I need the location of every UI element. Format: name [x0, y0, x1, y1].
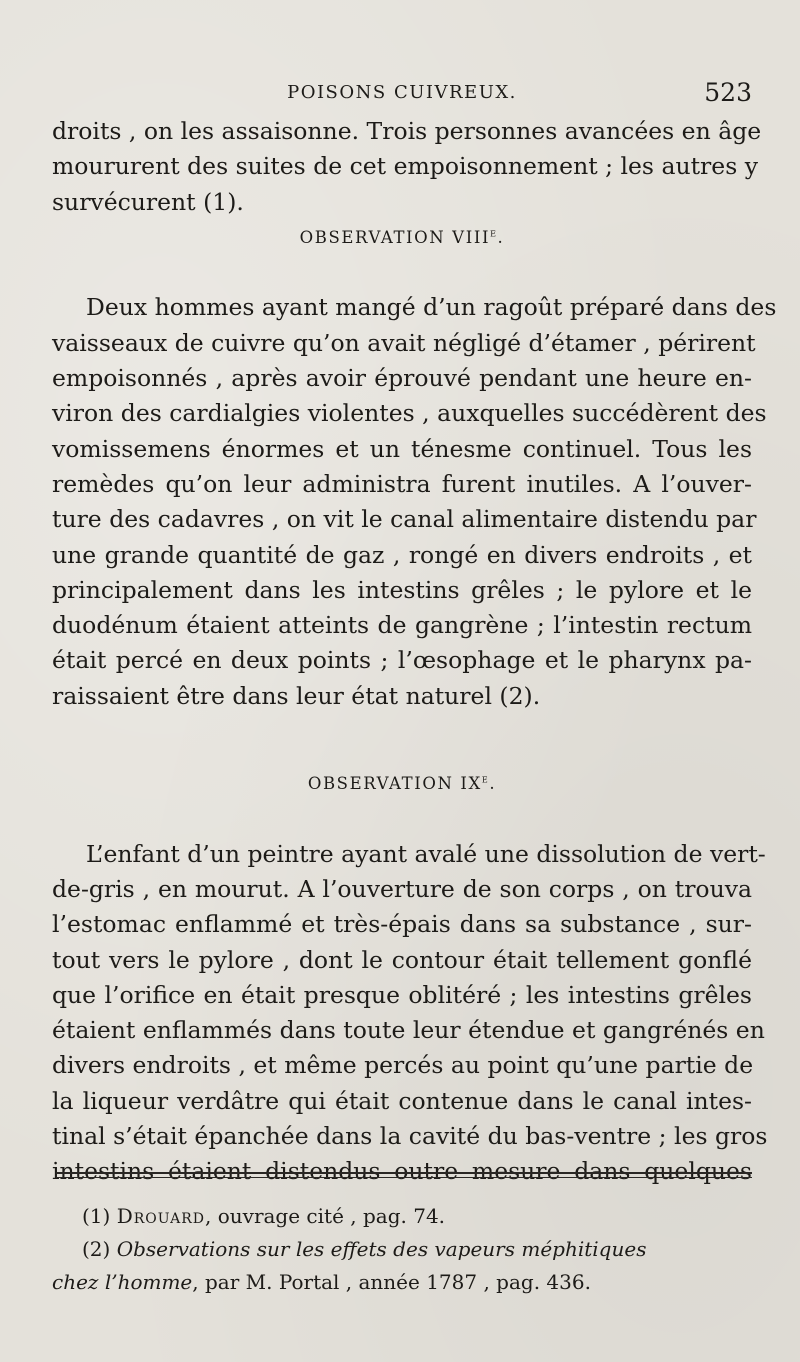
text-line: divers endroits , et même percés au point qu’une partie de	[52, 1051, 754, 1080]
text-line: tinal s’était épanchée dans la cavité du bas-ventre ; les gros	[52, 1122, 768, 1151]
text-line: viron des cardialgies violentes , auxquelles succédèrent des	[52, 399, 767, 428]
heading-text: OBSERVATION VIII	[299, 227, 491, 247]
footnote-rule	[56, 1172, 752, 1178]
text-line: étaient enflammés dans toute leur étendue et gangrénés en	[52, 1016, 765, 1045]
running-head	[52, 78, 752, 108]
page-number: 523	[704, 78, 752, 107]
text-line: intestins étaient distendus outre mesure dans quelques	[52, 1157, 752, 1186]
heading-period: .	[497, 227, 505, 247]
heading-text: OBSERVATION IX	[307, 774, 482, 794]
text-line: que l’orifice en était presque oblitéré ; les intestins grêles	[52, 980, 752, 1009]
text-line: duodénum étaient atteints de gangrène ; l’intestin rectum	[52, 611, 752, 640]
text-line: raissaient être dans leur état naturel (2).	[52, 681, 541, 710]
footnote-2-continued	[52, 1266, 752, 1299]
spacer	[52, 714, 752, 766]
running-title: POISONS CUIVREUX.	[287, 82, 517, 103]
spacer	[52, 801, 752, 836]
footnote-title: Observations sur les effets des vapeurs méphitiques	[116, 1237, 647, 1261]
heading-superscript: e	[490, 225, 498, 240]
text-line: survécurent (1).	[52, 187, 244, 216]
text-line: remèdes qu’on leur administra furent inutiles. A l’ouver-	[52, 469, 752, 498]
text-line: vaisseaux de cuivre qu’on avait négligé d’étamer , périrent	[52, 328, 756, 357]
body-text	[52, 114, 777, 1190]
text-line: droits , on les assaisonne. Trois personnes avancées en âge	[52, 117, 762, 145]
text-line: tout vers le pylore , dont le contour était tellement gonflé	[52, 945, 752, 974]
divider	[56, 1172, 752, 1178]
text-line: était percé en deux points ; l’œsophage et le pharynx pa-	[52, 646, 752, 675]
footnote-1	[52, 1200, 752, 1233]
observation-heading	[52, 766, 752, 801]
footnote-text: , ouvrage cité , pag. 74.	[205, 1204, 446, 1228]
heading-period: .	[489, 774, 497, 794]
text-line: moururent des suites de cet empoisonnement ; les autres y	[52, 152, 758, 181]
footnote-marker: (2)	[82, 1237, 111, 1261]
text-line: L’enfant d’un peintre ayant avalé une dissolution de vert-	[86, 839, 766, 868]
text-line: empoisonnés , après avoir éprouvé pendant une heure en-	[52, 364, 752, 393]
text-line: Deux hommes ayant mangé d’un ragoût préparé dans des	[86, 293, 777, 322]
text-line: vomissemens énormes et un ténesme continuel. Tous les	[52, 434, 752, 463]
text-line: une grande quantité de gaz , rongé en divers endroits , et	[52, 540, 752, 569]
observation-heading	[52, 220, 752, 255]
footnote-title: chez l’homme	[52, 1270, 193, 1294]
footnote-marker: (1)	[82, 1204, 111, 1228]
footnote-text: , par M. Portal , année 1787 , pag. 436.	[192, 1270, 591, 1294]
text-line: l’estomac enflammé et très-épais dans sa substance , sur-	[52, 910, 752, 939]
text-line: principalement dans les intestins grêles ; le pylore et le	[52, 575, 752, 604]
footnotes	[52, 1200, 752, 1299]
footnote-2	[52, 1233, 752, 1266]
heading-superscript: e	[481, 771, 490, 786]
text-line: de-gris , en mourut. A l’ouverture de son corps , on trouva	[52, 874, 752, 903]
text-line: ture des cadavres , on vit le canal alimentaire distendu par	[52, 505, 757, 534]
spacer	[52, 255, 752, 290]
footnote-author: Drouard	[116, 1204, 206, 1228]
text-line: la liqueur verdâtre qui était contenue dans le canal intes-	[52, 1086, 752, 1115]
